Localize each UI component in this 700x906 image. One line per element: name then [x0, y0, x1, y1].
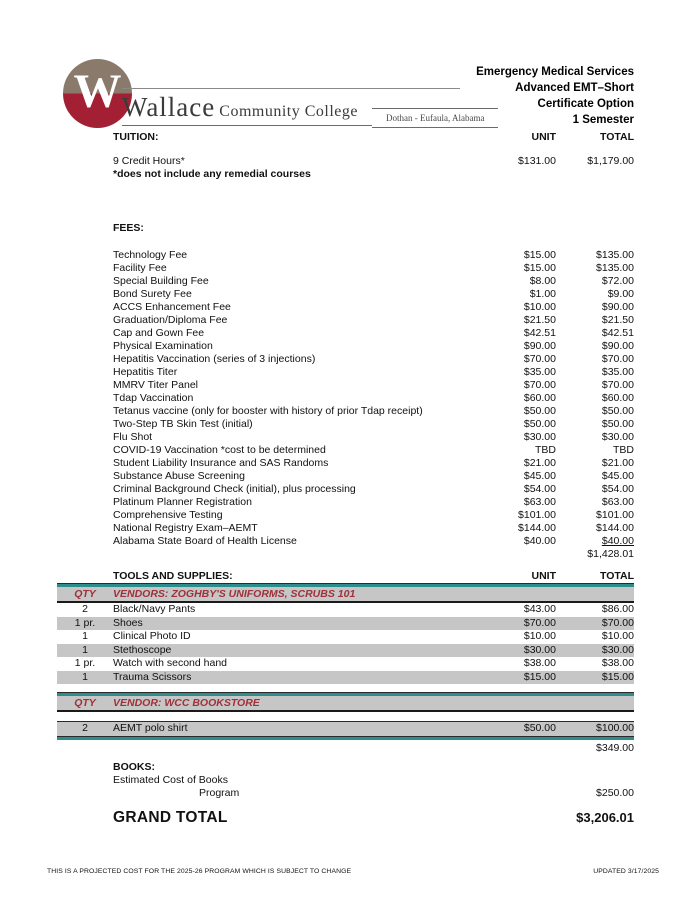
qty-column-header: QTY	[74, 697, 96, 709]
fee-name: Tdap Vaccination	[113, 392, 194, 404]
supply-item: Watch with second hand	[113, 657, 228, 669]
tools-heading: TOOLS AND SUPPLIES:	[113, 570, 233, 582]
fee-unit-value: $90.00	[523, 340, 556, 352]
tuition-note: *does not include any remedial courses	[113, 168, 311, 180]
fees-table	[57, 249, 634, 548]
fee-name: Criminal Background Check (initial), plus processing	[113, 483, 356, 495]
tools-subtotal-value: $349.00	[596, 741, 634, 754]
fee-unit-value: $8.00	[529, 275, 556, 287]
supply-row	[57, 671, 634, 685]
fee-row	[57, 522, 634, 535]
supply-total-value: $86.00	[601, 603, 634, 615]
supply-unit-value: $15.00	[523, 670, 556, 683]
fee-row	[57, 379, 634, 392]
fee-unit-value: $50.00	[523, 418, 556, 430]
fee-name: Cap and Gown Fee	[113, 327, 205, 339]
program-title-line3: Certificate Option	[537, 98, 634, 110]
qty-column-header: QTY	[74, 588, 96, 600]
fee-row	[57, 535, 634, 548]
fee-total-value: $45.00	[601, 470, 634, 482]
supply-item: Black/Navy Pants	[113, 603, 196, 615]
fee-total-value: $30.00	[601, 431, 634, 443]
fee-name: Comprehensive Testing	[113, 509, 223, 521]
fee-total-value: $90.00	[601, 301, 634, 313]
grand-total-label: GRAND TOTAL	[113, 808, 228, 826]
tools-subtotal-row	[57, 742, 634, 755]
fee-unit-value: $70.00	[523, 353, 556, 365]
fee-unit-value: $70.00	[523, 379, 556, 391]
fee-unit-value: $21.50	[523, 314, 556, 326]
fee-name: ACCS Enhancement Fee	[113, 301, 231, 313]
fee-row	[57, 353, 634, 366]
fee-row	[57, 457, 634, 470]
fee-name: Two-Step TB Skin Test (initial)	[113, 418, 253, 430]
fee-row	[57, 444, 634, 457]
fee-row	[57, 405, 634, 418]
supply-qty: 1 pr.	[74, 616, 96, 629]
page-footer	[47, 868, 659, 875]
vendor2-label: VENDOR: WCC BOOKSTORE	[113, 697, 260, 709]
fee-total-value: $70.00	[601, 379, 634, 391]
fee-name: Bond Surety Fee	[113, 288, 192, 300]
fee-name: Alabama State Board of Health License	[113, 535, 297, 547]
fee-name: Substance Abuse Screening	[113, 470, 245, 482]
fee-unit-value: $1.00	[529, 288, 556, 300]
supply-qty: 2	[82, 603, 88, 615]
fee-name: Physical Examination	[113, 340, 213, 352]
supply-row	[57, 603, 634, 617]
fee-row	[57, 483, 634, 496]
fee-name: Flu Shot	[113, 431, 153, 443]
fee-name: Tetanus vaccine (only for booster with history of prior Tdap receipt)	[113, 405, 423, 417]
fee-total-value: $63.00	[601, 496, 634, 508]
fee-row	[57, 249, 634, 262]
fees-subtotal-value: $1,428.01	[587, 548, 634, 560]
fee-unit-value: $54.00	[523, 483, 556, 495]
tuition-unit-value: $131.00	[518, 155, 556, 167]
supply-item: Clinical Photo ID	[113, 630, 191, 642]
fee-name: Technology Fee	[113, 249, 188, 261]
fee-total-value: $50.00	[601, 418, 634, 430]
supply-total-value: $70.00	[601, 616, 634, 629]
fee-name: Hepatitis Titer	[113, 366, 178, 378]
program-title-line4: 1 Semester	[572, 114, 634, 126]
tuition-row	[57, 155, 634, 168]
books-row	[57, 787, 634, 800]
vendor1-label: VENDORS: ZOGHBY'S UNIFORMS, SCRUBS 101	[113, 588, 356, 600]
fee-unit-value: $15.00	[523, 262, 556, 274]
fee-total-value: $35.00	[601, 366, 634, 378]
fee-name: Hepatitis Vaccination (series of 3 injections)	[113, 353, 316, 365]
tuition-total-value: $1,179.00	[587, 155, 634, 167]
fee-total-value: $101.00	[596, 509, 634, 521]
fee-total-value: $144.00	[596, 522, 634, 534]
fee-unit-value: $45.00	[523, 470, 556, 482]
total-column-header: TOTAL	[599, 570, 634, 582]
fee-unit-value: $30.00	[523, 431, 556, 443]
total-column-header: TOTAL	[599, 131, 634, 143]
fee-unit-value: $40.00	[523, 535, 556, 547]
college-name-small: Community College	[219, 103, 358, 120]
supply-qty: 1	[82, 630, 88, 642]
supply-row	[57, 644, 634, 658]
supply-total-value: $38.00	[601, 657, 634, 669]
college-name-big: Wallace	[122, 92, 216, 122]
fee-total-value: $54.00	[601, 483, 634, 495]
supply-total-value: $100.00	[596, 722, 634, 734]
supply-total-value: $15.00	[601, 670, 634, 683]
fee-unit-value: $144.00	[518, 522, 556, 534]
fee-unit-value: TBD	[535, 444, 556, 456]
vendor2-table	[57, 692, 634, 740]
grand-total-row	[57, 809, 634, 827]
fee-row	[57, 418, 634, 431]
books-total-value: $250.00	[596, 786, 634, 799]
fee-unit-value: $50.00	[523, 405, 556, 417]
teal-divider	[57, 737, 634, 740]
program-title-line1: Emergency Medical Services	[476, 66, 634, 78]
fee-total-value: $70.00	[601, 353, 634, 365]
tuition-item-label: 9 Credit Hours*	[113, 155, 185, 167]
supply-unit-value: $70.00	[523, 616, 556, 629]
spacer	[57, 712, 634, 721]
supply-total-value: $10.00	[601, 630, 634, 642]
fee-unit-value: $42.51	[523, 327, 556, 339]
unit-column-header: UNIT	[531, 131, 556, 143]
fee-unit-value: $35.00	[523, 366, 556, 378]
fee-total-value: $135.00	[596, 249, 634, 261]
supply-total-value: $30.00	[601, 643, 634, 656]
footer-updated-date: UPDATED 3/17/2025	[593, 868, 659, 875]
fee-unit-value: $15.00	[523, 249, 556, 261]
tuition-header-row	[57, 131, 634, 144]
fee-row	[57, 314, 634, 327]
fee-name: MMRV Titer Panel	[113, 379, 198, 391]
fee-total-value: $21.00	[601, 457, 634, 469]
fees-heading: FEES:	[113, 222, 144, 234]
fee-unit-value: $21.00	[523, 457, 556, 469]
fee-row	[57, 340, 634, 353]
fee-name: Student Liability Insurance and SAS Randoms	[113, 457, 329, 469]
supply-unit-value: $10.00	[523, 630, 556, 642]
fee-row	[57, 431, 634, 444]
supply-qty: 1	[82, 643, 88, 656]
fees-subtotal-row	[57, 548, 634, 561]
fee-row	[57, 392, 634, 405]
vendor1-table	[57, 583, 634, 684]
fee-unit-value: $60.00	[523, 392, 556, 404]
tools-header-row	[57, 570, 634, 583]
supply-qty: 1	[82, 670, 88, 683]
fee-name: Platinum Planner Registration	[113, 496, 252, 508]
supply-unit-value: $43.00	[523, 603, 556, 615]
supply-row	[57, 617, 634, 631]
fee-total-value: $40.00	[601, 535, 634, 547]
spacer	[57, 684, 634, 692]
supply-unit-value: $38.00	[523, 657, 556, 669]
fee-total-value: $42.51	[601, 327, 634, 339]
supply-item: AEMT polo shirt	[113, 722, 188, 734]
books-line1: Estimated Cost of Books	[113, 773, 228, 786]
fee-total-value: $72.00	[601, 275, 634, 287]
fee-row	[57, 496, 634, 509]
fee-row	[57, 301, 634, 314]
fee-total-value: $135.00	[596, 262, 634, 274]
document-body	[57, 0, 634, 827]
fee-total-value: TBD	[613, 444, 634, 456]
supply-row	[57, 721, 634, 736]
fee-name: Graduation/Diploma Fee	[113, 314, 228, 326]
fee-name: National Registry Exam–AEMT	[113, 522, 258, 534]
fee-total-value: $9.00	[607, 288, 634, 300]
fee-total-value: $90.00	[601, 340, 634, 352]
fee-unit-value: $10.00	[523, 301, 556, 313]
fee-name: COVID-19 Vaccination *cost to be determined	[113, 444, 326, 456]
tuition-heading: TUITION:	[113, 131, 159, 143]
supply-unit-value: $30.00	[523, 643, 556, 656]
fee-row	[57, 509, 634, 522]
fee-row	[57, 288, 634, 301]
grand-total-value: $3,206.01	[576, 809, 634, 825]
program-title-line2: Advanced EMT–Short	[515, 82, 634, 94]
supply-item: Shoes	[113, 616, 143, 629]
supply-row	[57, 630, 634, 644]
supply-row	[57, 657, 634, 671]
vendor1-header-row	[57, 587, 634, 603]
fee-row	[57, 262, 634, 275]
supply-qty: 2	[82, 722, 88, 734]
fee-unit-value: $63.00	[523, 496, 556, 508]
college-location: Dothan - Eufaula, Alabama	[372, 108, 498, 128]
books-program-label: Program	[199, 786, 240, 799]
fee-total-value: $60.00	[601, 392, 634, 404]
fee-unit-value: $101.00	[518, 509, 556, 521]
fee-total-value: $50.00	[601, 405, 634, 417]
vendor2-header-row	[57, 696, 634, 712]
supply-item: Stethoscope	[113, 643, 172, 656]
vendor2-rows	[57, 721, 634, 736]
fee-total-value: $21.50	[601, 314, 634, 326]
books-heading: BOOKS:	[113, 760, 155, 773]
fee-row	[57, 366, 634, 379]
supply-qty: 1 pr.	[74, 657, 96, 669]
supply-unit-value: $50.00	[523, 722, 556, 734]
unit-column-header: UNIT	[531, 570, 556, 582]
fee-row	[57, 327, 634, 340]
logo-w-letter: W	[73, 65, 122, 118]
supply-item: Trauma Scissors	[113, 670, 192, 683]
fee-name: Special Building Fee	[113, 275, 209, 287]
fee-row	[57, 275, 634, 288]
footer-disclaimer: THIS IS A PROJECTED COST FOR THE 2025-26 PROGRAM WHICH IS SUBJECT TO CHANGE	[47, 868, 352, 875]
vendor1-rows	[57, 603, 634, 684]
fee-row	[57, 470, 634, 483]
fee-name: Facility Fee	[113, 262, 167, 274]
